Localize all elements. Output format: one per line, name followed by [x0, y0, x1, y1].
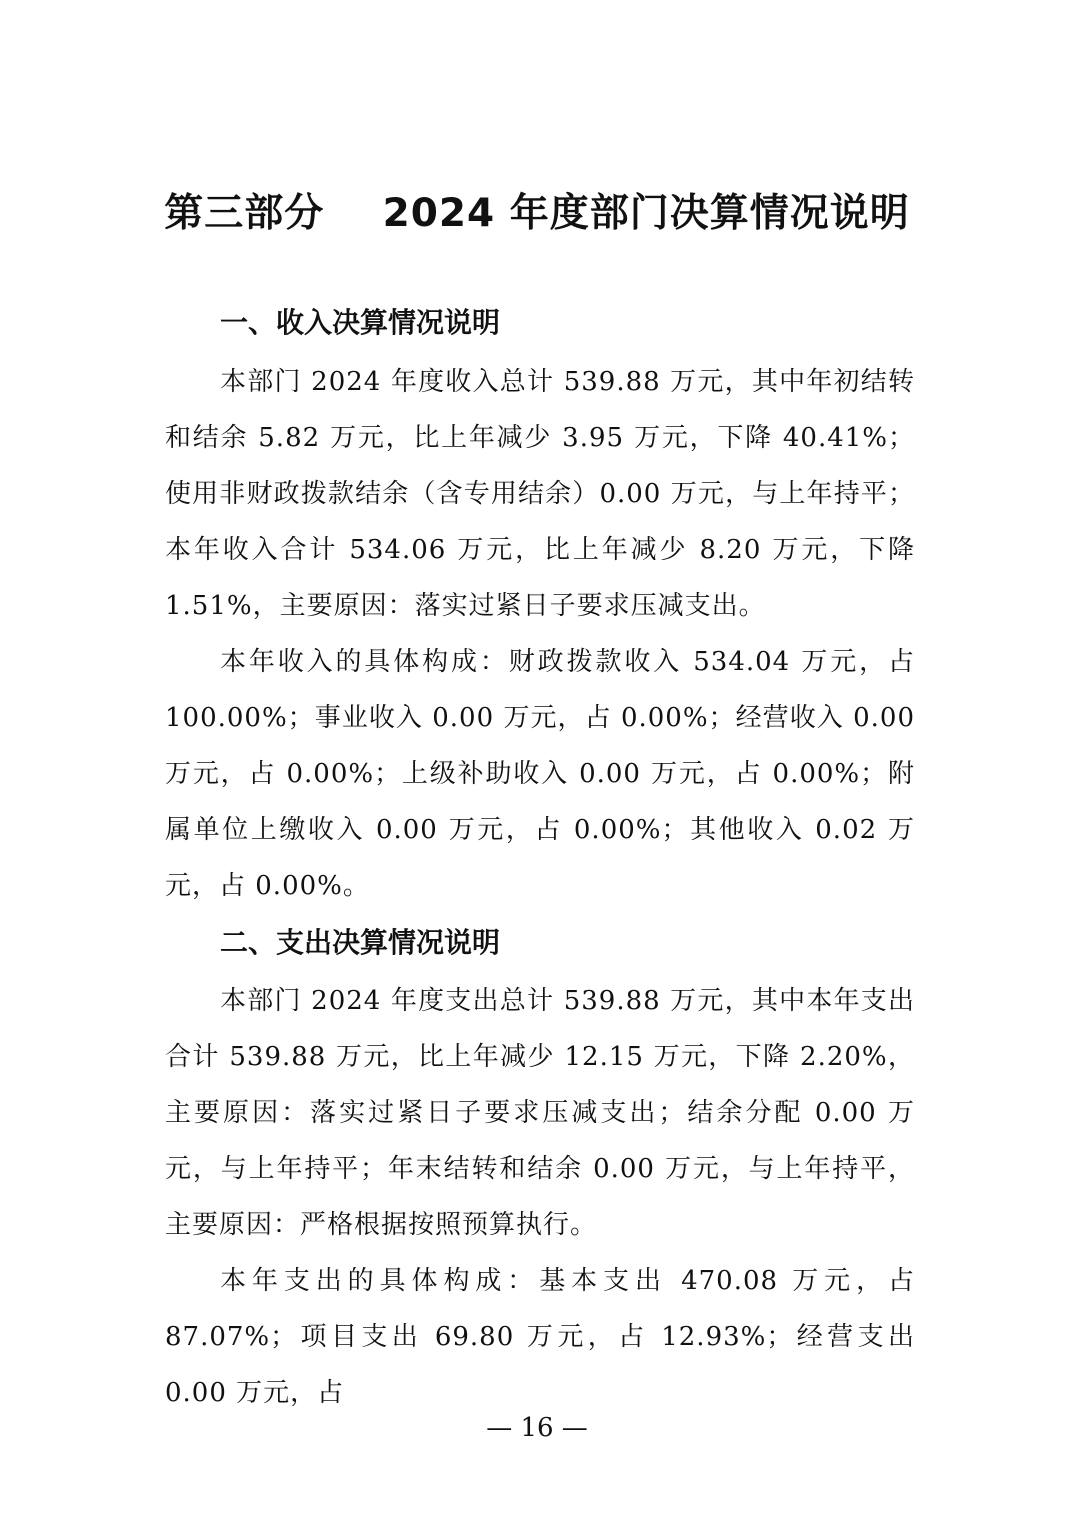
page-title: 第三部分 2024 年度部门决算情况说明 [164, 191, 910, 236]
page-number: — 16 — [486, 1413, 588, 1443]
section-heading-income: 一、收入决算情况说明 [220, 306, 501, 339]
income-composition-paragraph: 本年收入的具体构成：财政拨款收入 534.04 万元，占 100.00%；事业收入 0.00 万元，占 0.00%；经营收入 0.00 万元，占 0.00%；上级补助收入 0.00 万元，占 0.00%；附属单位上缴收入 0.00 万元，占 0.00%；其他收入 0.02 万元，占 0.00%。 [165, 647, 915, 901]
section-heading-expenditure: 二、支出决算情况说明 [220, 926, 501, 959]
expenditure-composition-paragraph: 本年支出的具体构成：基本支出 470.08 万元，占 87.07%；项目支出 69.80 万元，占 12.93%；经营支出 0.00 万元，占 [165, 1266, 915, 1408]
expenditure-summary-paragraph: 本部门 2024 年度支出总计 539.88 万元，其中本年支出合计 539.88 万元，比上年减少 12.15 万元，下降 2.20%，主要原因：落实过紧日子要求压减支出；结余分配 0.00 万元，与上年持平；年末结转和结余 0.00 万元，与上年持平，主要原因：严格根据按照预算执行。 [165, 986, 915, 1240]
income-summary-paragraph: 本部门 2024 年度收入总计 539.88 万元，其中年初结转和结余 5.82 万元，比上年减少 3.95 万元，下降 40.41%；使用非财政拨款结余（含专用结余）0.00 万元，与上年持平；本年收入合计 534.06 万元，比上年减少 8.20 万元，下降 1.51%，主要原因：落实过紧日子要求压减支出。 [165, 367, 915, 621]
